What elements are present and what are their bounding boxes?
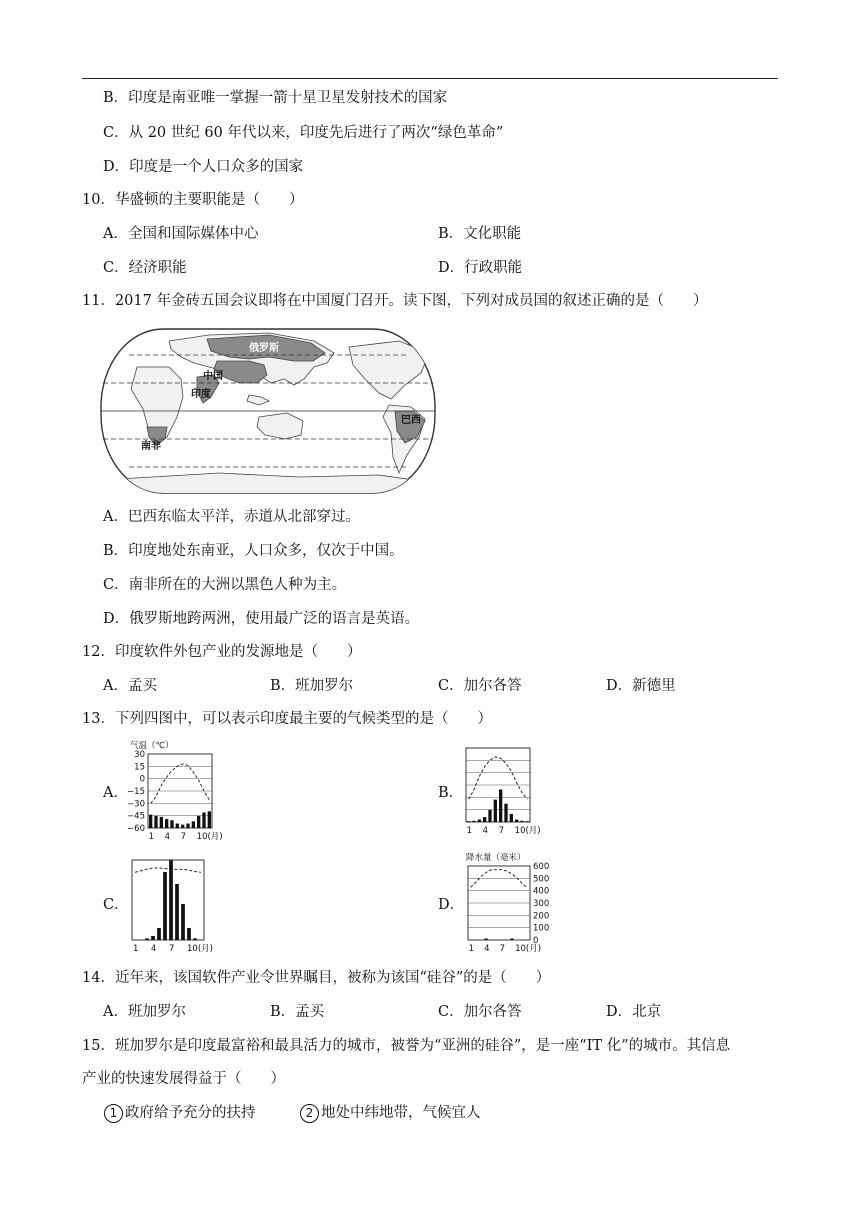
circled-number-1: 1 [104,1104,123,1123]
q11-option-c[interactable]: C．南非所在的大洲以黑色人种为主。 [103,577,347,593]
question-13: 13．下列四图中，可以表示印度最主要的气候类型的是（ ） [82,711,492,727]
chartA-precip-bar [176,824,179,828]
chartC-plot-frame [132,860,204,940]
q13-option-a[interactable]: A． [103,785,128,801]
chartA-precip-bar [181,825,184,828]
question-15-line-1: 15．班加罗尔是印度最富裕和最具活力的城市，被誉为“亚洲的硅谷”，是一座“IT 化”的城市。其信息 [82,1038,731,1054]
chart-d-precip-title: 降水量（毫米） [466,853,526,863]
world-map [99,327,437,495]
chartB-precip-bar [499,789,502,822]
circled-number-2: 2 [300,1104,319,1123]
chartD-y-tick-label: 200 [533,911,550,922]
chartC-precip-bar [193,938,197,940]
chartC-precip-bar [181,904,185,940]
q12-option-a[interactable]: A．孟买 [103,678,157,694]
chartA-x-tick-label: 10(月) [196,832,223,842]
chartD-y-tick-label: 600 [533,862,550,872]
chartA-x-tick-label: 7 [180,832,187,842]
chartA-precip-bar [192,821,195,828]
chartC-precip-bar [145,938,149,940]
chart-b-temperature-line [469,757,528,799]
chartA-y-tick-label: 15 [134,762,145,773]
chartB-precip-bar [526,821,529,822]
q15-statement-1-text: 政府给予充分的扶持 [125,1105,256,1121]
climate-chart-a [118,738,223,842]
chartA-precip-bar [202,812,205,828]
q14-option-a[interactable]: A．班加罗尔 [103,1004,186,1020]
chartC-x-tick-label: 10(月) [187,944,213,954]
map-label-russia: 俄罗斯 [249,343,279,354]
chart-c-temperature-line [135,868,201,872]
chartD-y-tick-label: 0 [533,936,539,946]
q12-option-b[interactable]: B．班加罗尔 [270,678,354,694]
chartD-precip-bar [510,939,513,941]
chartC-precip-bar [163,872,167,940]
chartB-x-tick-label: 10(月) [514,826,541,836]
chart-a-temperature-line [151,764,210,803]
chart-d-temperature-line [471,870,528,888]
chartA-precip-bar [154,816,157,828]
q12-option-c[interactable]: C．加尔各答 [438,678,522,694]
q9-option-b[interactable]: B．印度是南亚唯一掌握一箭十星卫星发射技术的国家 [103,90,448,106]
chartB-x-tick-label: 4 [482,826,489,836]
chartD-y-tick-label: 300 [533,899,550,909]
chartD-x-tick-label: 4 [484,944,490,954]
chartA-y-tick-label: −30 [127,799,145,810]
question-10: 10．华盛顿的主要职能是（ ） [82,192,304,208]
header-rule [82,78,778,79]
map-label-china: 中国 [203,371,223,382]
chartC-precip-bar [169,860,173,940]
q13-option-c[interactable]: C． [103,897,129,913]
question-11: 11．2017 年金砖五国会议即将在中国厦门召开。读下图，下列对成员国的叙述正确的是（ ） [82,293,708,309]
chartA-y-tick-label: −45 [127,811,145,822]
climate-chart-d [462,850,562,952]
chartA-precip-bar [170,820,173,828]
q10-option-c[interactable]: C．经济职能 [103,260,187,276]
q13-option-b[interactable]: B． [438,785,464,801]
chartB-precip-bar [488,810,491,822]
chartB-precip-bar [483,817,486,822]
chartB-x-tick-label: 7 [498,826,505,836]
chartD-y-tick-label: 100 [533,923,550,934]
q15-statement-1[interactable] [104,1103,256,1123]
chartB-precip-bar [515,820,518,822]
q14-option-b[interactable]: B．孟买 [270,1004,325,1020]
chartB-precip-bar [472,821,475,822]
chartA-precip-bar [197,816,200,828]
q10-option-b[interactable]: B．文化职能 [438,226,522,242]
chartA-x-tick-label: 1 [148,832,155,842]
climate-chart-c [126,856,213,954]
q14-option-d[interactable]: D．北京 [606,1004,662,1020]
chartC-precip-bar [151,936,155,940]
chartC-precip-bar [187,928,191,940]
chartA-y-tick-label: −15 [127,787,145,797]
chartD-x-tick-label: 10(月) [515,944,542,954]
chartC-x-tick-label: 1 [133,944,139,954]
chart-a-temp-title: 气温（℃） [130,741,174,751]
chartB-precip-bar [478,820,481,822]
chartB-x-tick-label: 1 [466,826,473,836]
chartA-precip-bar [186,824,189,828]
chartD-x-tick-label: 1 [468,944,475,954]
chartA-x-tick-label: 4 [164,832,171,842]
question-12: 12．印度软件外包产业的发源地是（ ） [82,644,362,660]
question-15-line-2: 产业的快速发展得益于（ ） [82,1071,285,1087]
q15-statement-2-text: 地处中纬地带，气候宜人 [321,1105,481,1121]
chartD-precip-bar [484,939,487,941]
chartD-y-tick-label: 500 [533,874,550,885]
question-14: 14．近年来，该国软件产业令世界瞩目，被称为该国“硅谷”的是（ ） [82,970,551,986]
q15-statement-2[interactable] [300,1103,481,1123]
chartA-precip-bar [208,811,211,828]
chartB-precip-bar [504,804,507,822]
chartC-precip-bar [175,884,179,940]
q14-option-c[interactable]: C．加尔各答 [438,1004,522,1020]
q11-option-b[interactable]: B．印度地处东南亚，人口众多，仅次于中国。 [103,543,404,559]
q12-option-d[interactable]: D．新德里 [606,678,676,694]
q10-option-a[interactable]: A．全国和国际媒体中心 [103,226,259,242]
chartA-y-tick-label: 30 [134,750,145,760]
chartC-x-tick-label: 4 [151,944,157,954]
chartA-precip-bar [149,815,152,828]
chartB-precip-bar [494,800,497,822]
q11-option-a[interactable]: A．巴西东临太平洋，赤道从北部穿过。 [103,509,360,525]
q10-option-d[interactable]: D．行政职能 [438,260,523,276]
map-label-india: 印度 [191,389,211,400]
chartA-precip-bar [165,819,168,828]
chartB-precip-bar [520,821,523,822]
map-label-south-africa: 南非 [141,441,161,452]
q11-option-d[interactable]: D．俄罗斯地跨两洲，使用最广泛的语言是英语。 [103,611,420,627]
chartC-precip-bar [157,928,161,940]
chartD-x-tick-label: 7 [499,944,506,954]
chartD-y-tick-label: 400 [533,886,550,897]
chartB-precip-bar [467,821,470,822]
chartA-y-tick-label: 0 [139,774,145,785]
map-label-brazil: 巴西 [401,415,421,426]
chartA-precip-bar [160,817,163,828]
chartA-y-tick-label: −60 [127,824,145,834]
q9-option-c[interactable]: C．从 20 世纪 60 年代以来，印度先后进行了两次“绿色革命” [103,125,504,141]
chartB-precip-bar [510,814,513,822]
chartC-x-tick-label: 7 [169,944,175,954]
q9-option-d[interactable]: D．印度是一个人口众多的国家 [103,159,304,175]
climate-chart-b [462,744,542,840]
q13-option-d[interactable]: D． [438,897,465,913]
